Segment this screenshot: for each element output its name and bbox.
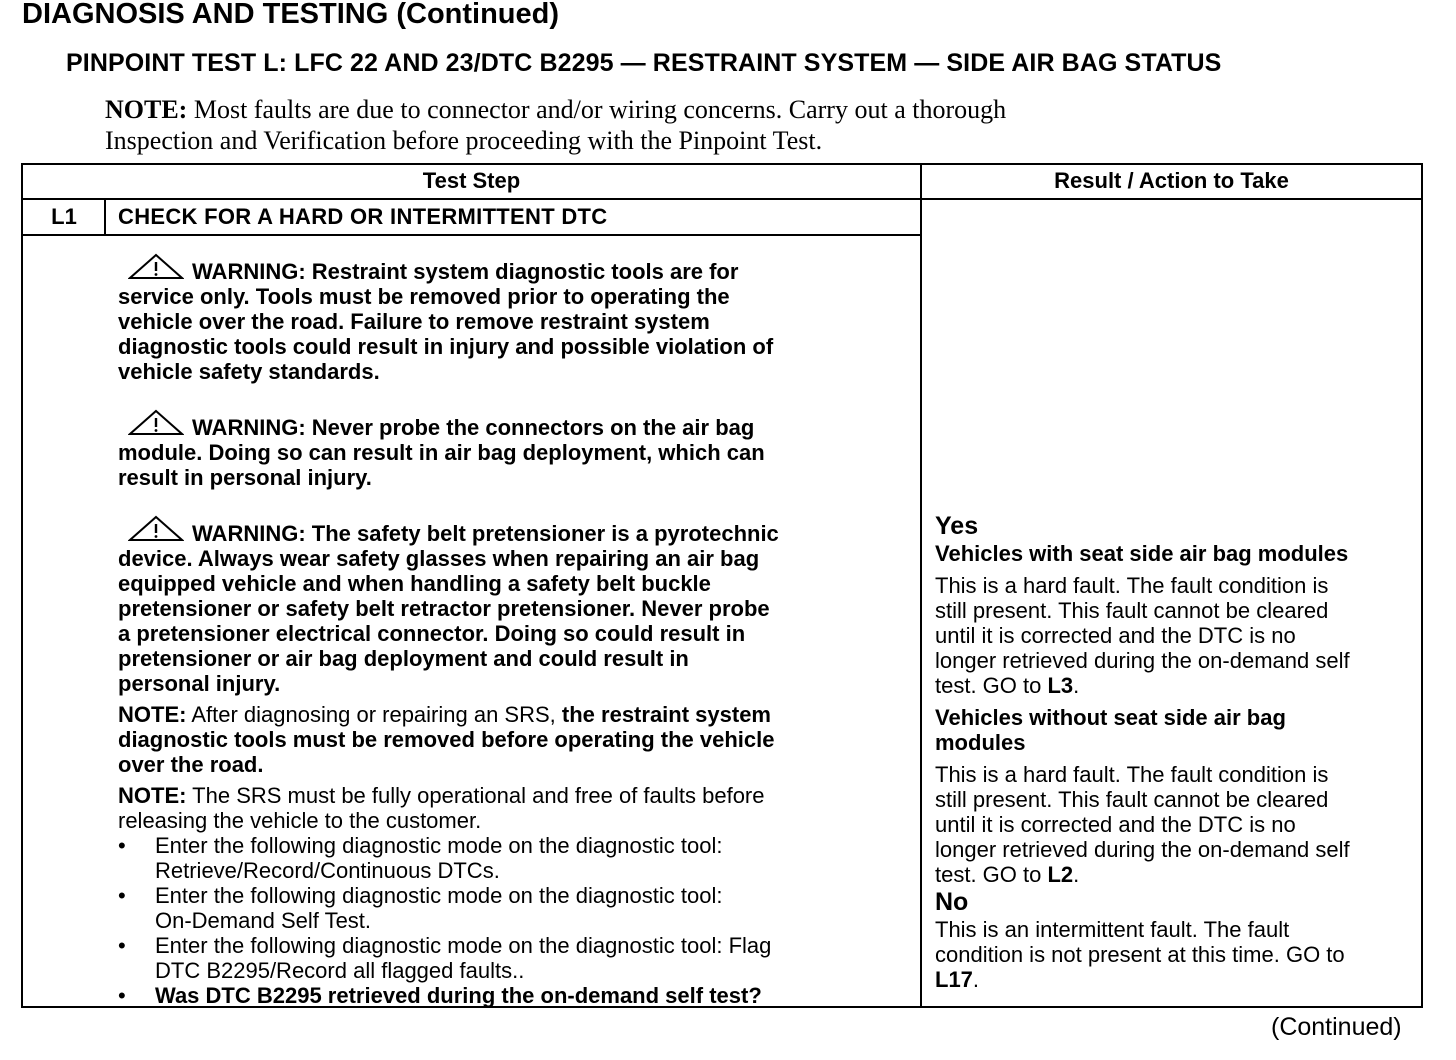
result-without-seat-text: This is a hard fault. The fault condition is still present. This fault cannot be cleared until it is corrected and the DTC is no longer retrieved during the on-demand self test. GO to L2.	[935, 762, 1350, 887]
result-column	[935, 511, 1419, 992]
list-item-question: • Was DTC B2295 retrieved during the on-demand self test?	[118, 983, 762, 1008]
intro-note-line-2: Inspection and Verification before proceeding with the Pinpoint Test.	[105, 126, 823, 155]
note-remove-tools: NOTE: After diagnosing or repairing an SRS, the restraint system diagnostic tools must be removed before operating the vehicle over the road.	[118, 702, 775, 777]
bullet-icon: •	[118, 833, 126, 858]
goto-step-link: L2	[1047, 862, 1074, 887]
goto-step-link: L17	[935, 967, 973, 992]
warning-block: WARNING: Restraint system diagnostic tools are for service only. Tools must be removed prior to operating the vehicle over the road. Failure to remove restraint system diagnostic tools could result in injury and possible violation of vehicle safety standards.	[118, 253, 908, 384]
list-item: • Enter the following diagnostic mode on the diagnostic tool: Flag DTC B2295/Record all flagged faults..	[118, 933, 772, 983]
bullet-icon: •	[118, 933, 126, 958]
bullet-icon: •	[118, 883, 126, 908]
result-no-label: No	[935, 888, 969, 916]
result-yes-label: Yes	[935, 512, 979, 540]
warning-triangle-icon	[128, 253, 184, 281]
warning-triangle-icon	[128, 515, 184, 543]
header-test-step: Test Step	[422, 168, 521, 193]
continued-label: (Continued)	[1271, 1013, 1402, 1041]
bullet-icon: •	[118, 983, 126, 1008]
step-heading: CHECK FOR A HARD OR INTERMITTENT DTC	[118, 204, 608, 229]
step-id: L1	[51, 204, 77, 229]
warning-triangle-icon	[128, 409, 184, 437]
header-result-action: Result / Action to Take	[1054, 168, 1289, 193]
note-label: NOTE:	[118, 702, 187, 727]
note-label: NOTE:	[118, 783, 187, 808]
warning-block: WARNING: The safety belt pretensioner is a pyrotechnic device. Always wear safety glasses when repairing an air bag equipped vehicle and when handling a safety belt buckle pretensioner or safety belt retractor pretensioner. Never probe a pretensioner electrical connector. Doing so could result in pretensioner or air bag deployment and could result in personal injury.	[118, 515, 908, 696]
intro-note-label: NOTE:	[105, 95, 188, 124]
note-srs-operational: NOTE: The SRS must be fully operational and free of faults before releasing the vehicle to the customer.	[118, 783, 765, 833]
warning-block: WARNING: Never probe the connectors on the air bag module. Doing so can result in air bag deployment, which can result in personal injury.	[118, 409, 908, 490]
step-body	[118, 253, 908, 1008]
result-with-seat-text: This is a hard fault. The fault condition is still present. This fault cannot be cleared until it is corrected and the DTC is no longer retrieved during the on-demand self test. GO to L3.	[935, 573, 1350, 698]
goto-step-link: L3	[1047, 673, 1074, 698]
intro-note	[105, 94, 1006, 156]
result-with-seat-heading: Vehicles with seat side air bag modules	[935, 541, 1349, 566]
column-divider	[920, 163, 922, 1008]
list-item: • Enter the following diagnostic mode on the diagnostic tool: On-Demand Self Test.	[118, 883, 723, 933]
page-title: DIAGNOSIS AND TESTING (Continued)	[22, 0, 560, 30]
result-without-seat-heading: Vehicles without seat side air bag modules	[935, 705, 1286, 755]
procedure-list	[118, 833, 908, 1008]
pinpoint-test-title: PINPOINT TEST L: LFC 22 AND 23/DTC B2295 — RESTRAINT SYSTEM — SIDE AIR BAG STATUS	[66, 49, 1222, 77]
intro-note-line-1: NOTE: Most faults are due to connector and/or wiring concerns. Carry out a thorough	[105, 95, 1007, 124]
list-item: • Enter the following diagnostic mode on the diagnostic tool: Retrieve/Record/Continuous DTCs.	[118, 833, 723, 883]
result-no-text: This is an intermittent fault. The fault condition is not present at this time. GO to L17.	[935, 917, 1345, 992]
